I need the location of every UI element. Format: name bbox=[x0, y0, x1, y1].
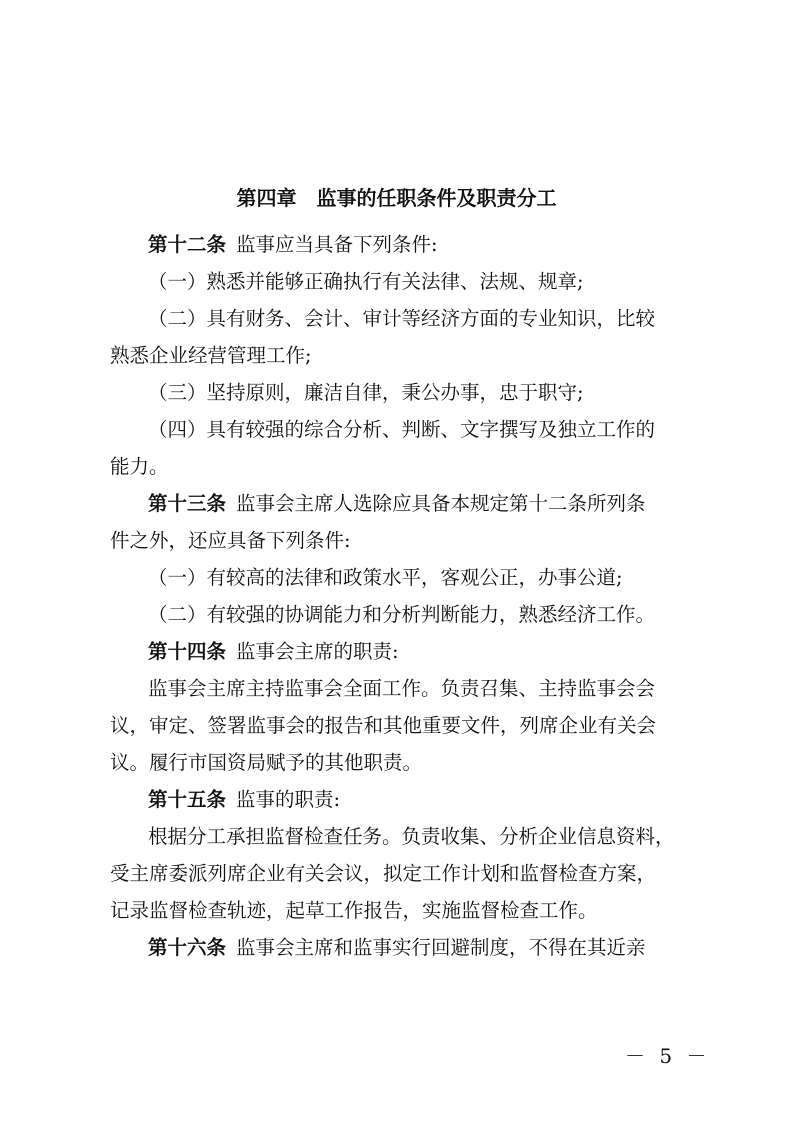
article-text: 监事的职责: bbox=[236, 788, 341, 811]
paragraph-line: （四）具有较强的综合分析、判断、文字撰写及独立工作的 bbox=[148, 418, 656, 441]
article-number: 第十三条 bbox=[148, 492, 227, 515]
paragraph-line: 监事会主席主持监事会全面工作。负责召集、主持监事会会 bbox=[148, 677, 656, 700]
article-13-heading bbox=[148, 485, 693, 522]
paragraph-line: 议，审定、签署监事会的报告和其他重要文件，列席企业有关会 bbox=[110, 714, 657, 737]
article-number: 第十四条 bbox=[148, 640, 227, 663]
paragraph-line: 能力。 bbox=[110, 455, 169, 478]
article-number: 第十二条 bbox=[148, 233, 227, 256]
paragraph-line: （三）坚持原则，廉洁自律，秉公办事，忠于职守; bbox=[148, 381, 584, 404]
article-14-heading bbox=[148, 633, 693, 670]
chapter-title: 第四章 监事的任职条件及职责分工 bbox=[236, 186, 557, 210]
article-15-heading bbox=[148, 781, 693, 818]
paragraph-line: （一）有较高的法律和政策水平，客观公正，办事公道; bbox=[148, 566, 623, 589]
article-text: 监事会主席和监事实行回避制度，不得在其近亲 bbox=[236, 936, 646, 959]
article-16-heading bbox=[148, 929, 693, 966]
paragraph-line: 根据分工承担监督检查任务。负责收集、分析企业信息资料， bbox=[148, 825, 675, 848]
article-12-heading bbox=[148, 226, 693, 263]
paragraph-line: 记录监督检查轨迹，起草工作报告，实施监督检查工作。 bbox=[110, 899, 598, 922]
paragraph-line: 议。履行市国资局赋予的其他职责。 bbox=[110, 751, 423, 774]
paragraph-line: 熟悉企业经营管理工作; bbox=[110, 344, 312, 367]
article-number: 第十六条 bbox=[148, 936, 227, 959]
paragraph-line: （一）熟悉并能够正确执行有关法律、法规、规章; bbox=[148, 270, 584, 293]
article-number: 第十五条 bbox=[148, 788, 227, 811]
paragraph-line: （二）具有财务、会计、审计等经济方面的专业知识，比较 bbox=[148, 307, 656, 330]
paragraph-line: （二）有较强的协调能力和分析判断能力，熟悉经济工作。 bbox=[148, 603, 656, 626]
paragraph-line: 受主席委派列席企业有关会议，拟定工作计划和监督检查方案， bbox=[110, 862, 657, 885]
paragraph-line: 件之外，还应具备下列条件: bbox=[110, 529, 351, 552]
page-number: － 5 － bbox=[625, 1044, 711, 1068]
article-text: 监事应当具备下列条件: bbox=[236, 233, 438, 256]
article-text: 监事会主席人选除应具备本规定第十二条所列条 bbox=[236, 492, 646, 515]
article-text: 监事会主席的职责: bbox=[236, 640, 399, 663]
